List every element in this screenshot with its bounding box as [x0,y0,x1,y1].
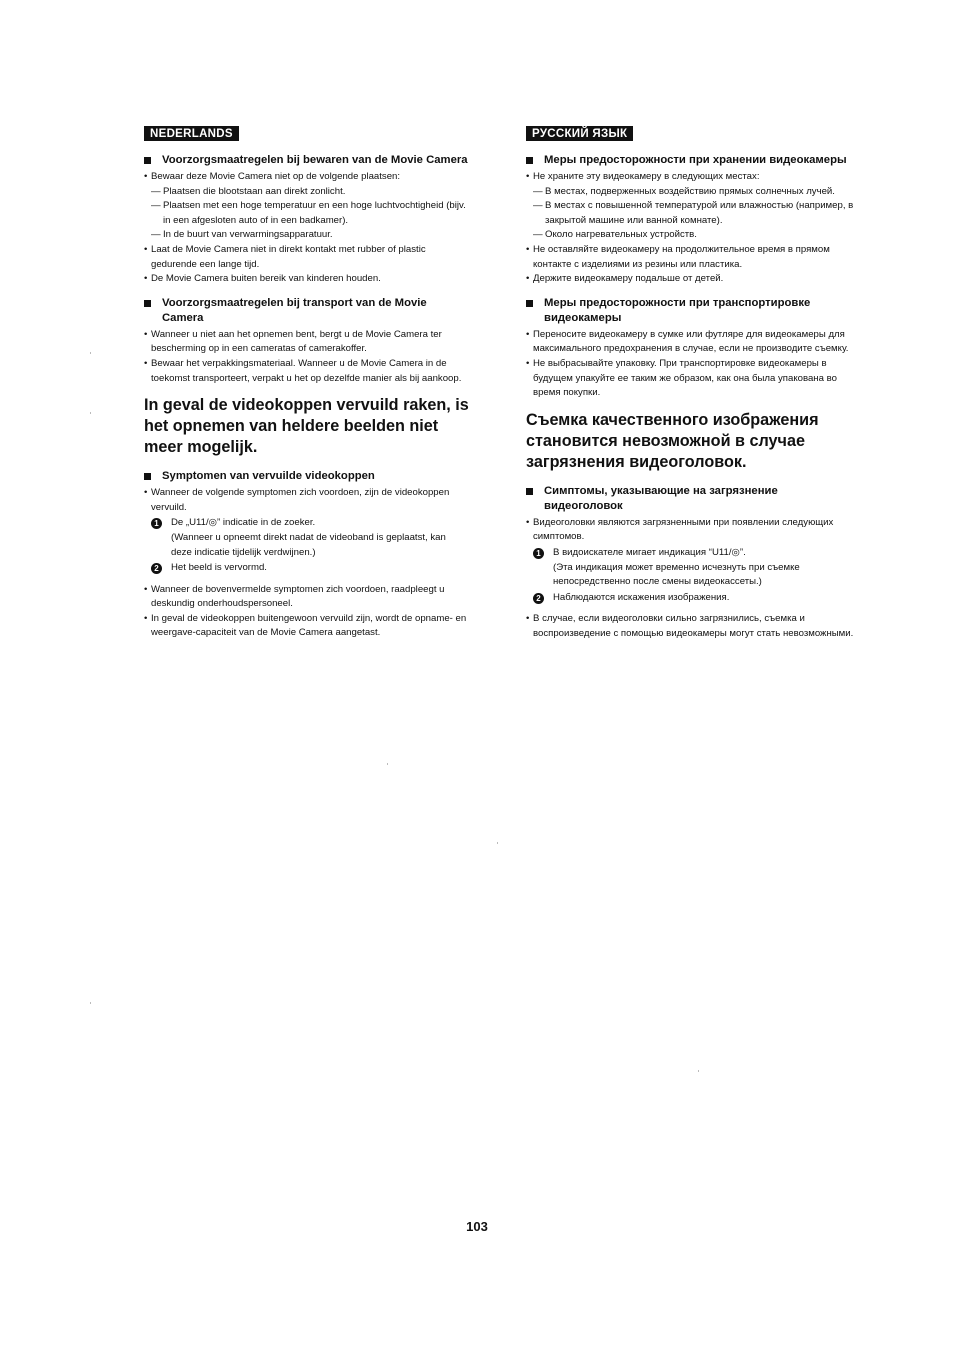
bullet-item: • Laat de Movie Camera niet in direkt kontakt met rubber of plastic gedurende een lange tijd. [144,243,426,270]
note-text: (Wanneer u opneemt direkt nadat de videoband is geplaatst, kan deze indicatie tijdelijk verdwijnen.) [171,531,446,558]
section-heading: Symptomen van vervuilde videokoppen [144,469,469,484]
square-bullet-icon [526,488,533,495]
square-bullet-icon [144,473,151,480]
number-2-icon: 2 [151,563,162,574]
language-badge-dutch: NEDERLANDS [144,126,239,141]
bullet-item: • Не выбрасывайте упаковку. При транспортировке видеокамеры в будущем упакуйте ее таким же образом, как она была упакована во время покупки. [526,357,837,399]
section-transport-nl [144,296,469,386]
section-storage-ru [526,153,856,287]
dash-item: — В местах с повышенной температурой или влажностью (например, в закрытой машине или ванной комнате). [533,200,854,226]
dash-item: — In de buurt van verwarmingsapparatuur. [151,229,333,241]
number-1-icon: 1 [151,518,162,529]
square-bullet-icon [526,300,533,307]
column-dutch [144,124,469,650]
dash-item: — В местах, подверженных воздействию прямых солнечных лучей. [533,185,835,197]
bullet-item: • Не храните эту видеокамеру в следующих местах: [526,171,760,182]
dash-item: — Plaatsen die blootstaan aan direkt zonlicht. [151,185,346,197]
bullet-item: • In geval de videokoppen buitengewoon vervuild zijn, wordt de opname- en weergave-capaciteit van de Movie Camera aangetast. [144,612,467,639]
numbered-item-1: 1 De „U11/◎” indicatie in de zoeker. [144,516,469,531]
note-text: (Эта индикация может временно исчезнуть при съемке непосредственно после смены видеокассеты.) [553,561,800,588]
scan-speck [90,1002,91,1004]
bullet-item: • De Movie Camera buiten bereik van kinderen houden. [144,273,381,285]
number-1-icon: 1 [533,548,544,559]
language-badge-russian: РУССКИЙ ЯЗЫК [526,126,633,141]
bullet-item: • Видеоголовки являются загрязненными при появлении следующих симптомов. [526,516,834,543]
dash-item: — Plaatsen met een hoge temperatuur en een hoge luchtvochtigheid (bijv. in een afgesloten auto of in een badkamer). [151,200,466,226]
numbered-item-2: 2 Het beeld is vervormd. [144,561,469,576]
page-number: 103 [466,1219,488,1234]
section-heading: Voorzorgsmaatregelen bij transport van de Movie Camera [144,296,469,326]
number-2-icon: 2 [533,593,544,604]
section-heading: Симптомы, указывающие на загрязнение видеоголовок [526,484,856,514]
bullet-item: • Wanneer de bovenvermelde symptomen zich voordoen, raadpleegt u deskundig onderhoudspersoneel. [144,583,445,610]
section-symptoms-nl [144,469,469,641]
section-heading: Меры предосторожности при хранении видеокамеры [526,153,856,168]
bullet-item: • В случае, если видеоголовки сильно загрязнились, съемка и воспроизведение с помощью видеокамеры могут стать невозможными. [526,613,854,639]
main-heading-dutch: In geval de videokoppen vervuild raken, is het opnemen van heldere beelden niet meer mogelijk. [144,396,469,457]
square-bullet-icon [526,157,533,164]
bullet-item: • Bewaar deze Movie Camera niet op de volgende plaatsen: [144,171,401,182]
scan-speck [387,763,388,765]
scan-speck [698,1070,699,1072]
numbered-item-2: 2 Наблюдаются искажения изображения. [526,591,856,606]
main-heading-russian: Съемка качественного изображения становится невозможной в случае загрязнения видеоголовок. [526,410,819,471]
bullet-item: • Wanneer de volgende symptomen zich voordoen, zijn de videokoppen vervuild. [144,487,450,513]
scan-speck [90,412,91,414]
numbered-item-1: 1 В видоискателе мигает индикация “U11/◎”. [526,546,856,561]
bullet-item: • Wanneer u niet aan het opnemen bent, bergt u de Movie Camera ter bescherming op in een cameratas of camerakoffer. [144,328,442,355]
bullet-item: • Bewaar het verpakkingsmateriaal. Wanneer u de Movie Camera in de toekomst transporteert, verpakt u het op dezelfde manier als bij aankoop. [144,357,462,384]
section-storage-nl [144,153,469,287]
section-symptoms-ru [526,484,856,642]
dash-item: — Около нагревательных устройств. [533,229,697,241]
section-heading: Меры предосторожности при транспортировке видеокамеры [526,296,856,326]
square-bullet-icon [144,157,151,164]
bullet-item: • Держите видеокамеру подальше от детей. [526,273,724,285]
bullet-item: • Переносите видеокамеру в сумке или футляре для видеокамеры для максимального предохранения в случае, если не производите съемку. [526,328,849,355]
section-heading: Voorzorgsmaatregelen bij bewaren van de Movie Camera [144,153,469,168]
section-transport-ru [526,296,856,401]
square-bullet-icon [144,300,151,307]
column-russian [526,124,856,650]
scan-speck [90,352,91,354]
scan-speck [497,842,498,844]
bullet-item: • Не оставляйте видеокамеру на продолжительное время в прямом контакте с изделиями из резины или пластика. [526,243,830,270]
